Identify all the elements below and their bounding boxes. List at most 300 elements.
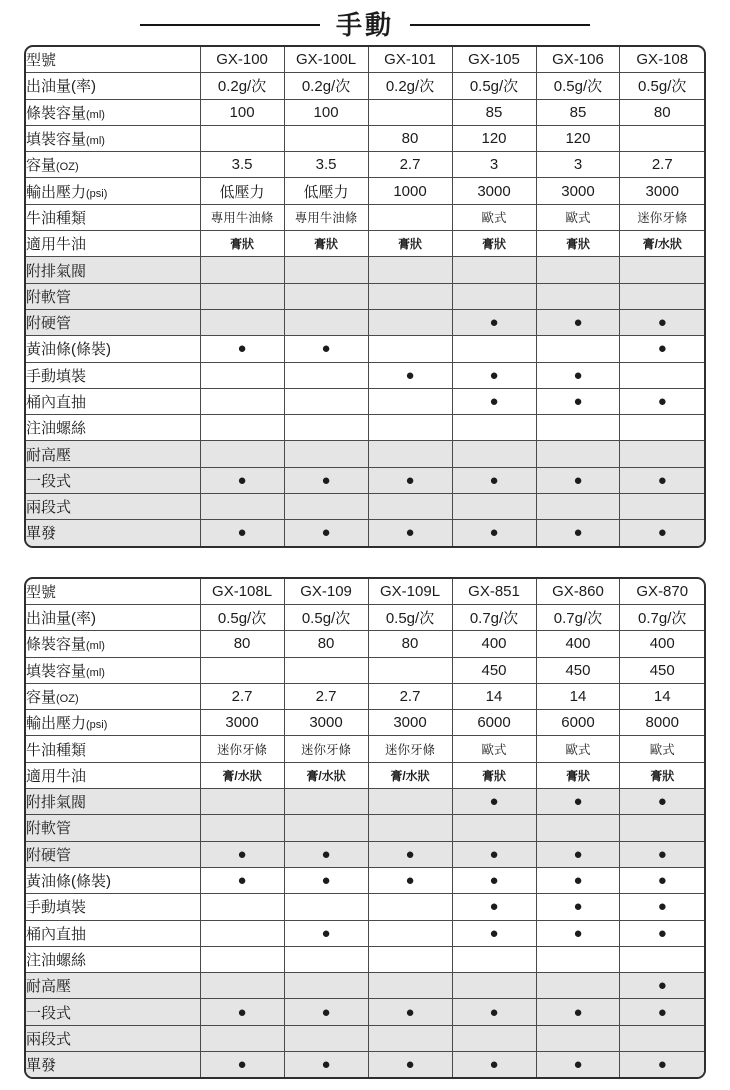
model-number-header: GX-851	[452, 579, 536, 605]
cell: 3	[452, 152, 536, 178]
feature-dot: ●	[620, 520, 704, 546]
table-row	[26, 1051, 704, 1077]
feature-dot: ●	[284, 999, 368, 1025]
cell	[284, 973, 368, 999]
cell	[452, 494, 536, 520]
row-label: 單發	[26, 520, 200, 546]
feature-dot: ●	[200, 336, 284, 362]
cell: 膏狀	[368, 231, 452, 257]
cell: 3.5	[200, 152, 284, 178]
row-label: 手動填裝	[26, 362, 200, 388]
feature-dot: ●	[620, 999, 704, 1025]
cell: 450	[536, 657, 620, 683]
spec-table-manual-1	[24, 45, 706, 548]
feature-dot: ●	[620, 336, 704, 362]
feature-dot: ●	[200, 841, 284, 867]
spec-table-manual-2	[24, 577, 706, 1080]
feature-dot: ●	[620, 467, 704, 493]
cell: 膏/水狀	[368, 762, 452, 788]
cell: 3000	[620, 178, 704, 204]
cell	[284, 494, 368, 520]
row-label: 桶內直抽	[26, 920, 200, 946]
cell: 低壓力	[200, 178, 284, 204]
cell	[452, 441, 536, 467]
cell	[620, 125, 704, 151]
header-row	[26, 47, 704, 73]
model-number-header: GX-108L	[200, 579, 284, 605]
model-number-header: GX-105	[452, 47, 536, 73]
cell: 歐式	[452, 736, 536, 762]
cell	[284, 309, 368, 335]
table-row	[26, 178, 704, 204]
cell	[200, 815, 284, 841]
cell	[284, 946, 368, 972]
feature-dot: ●	[452, 309, 536, 335]
row-label: 桶內直抽	[26, 388, 200, 414]
cell	[368, 415, 452, 441]
feature-dot: ●	[620, 1051, 704, 1077]
cell	[368, 388, 452, 414]
feature-dot: ●	[368, 867, 452, 893]
feature-dot: ●	[452, 999, 536, 1025]
feature-dot: ●	[536, 867, 620, 893]
table-row	[26, 710, 704, 736]
cell	[368, 99, 452, 125]
row-label: 耐高壓	[26, 973, 200, 999]
cell: 80	[284, 631, 368, 657]
row-label: 容量(OZ)	[26, 683, 200, 709]
cell: 專用牛油條	[284, 204, 368, 230]
cell: 0.7g/次	[536, 604, 620, 630]
row-label-unit: (ml)	[86, 640, 105, 653]
cell: 100	[200, 99, 284, 125]
cell: 0.5g/次	[284, 604, 368, 630]
row-label: 附軟管	[26, 815, 200, 841]
row-label: 注油螺絲	[26, 946, 200, 972]
row-label: 注油螺絲	[26, 415, 200, 441]
feature-dot: ●	[536, 894, 620, 920]
row-label: 出油量(率)	[26, 604, 200, 630]
cell: 400	[620, 631, 704, 657]
cell: 2.7	[620, 152, 704, 178]
cell	[452, 415, 536, 441]
spec-table	[26, 47, 704, 546]
cell: 14	[536, 683, 620, 709]
cell: 6000	[536, 710, 620, 736]
cell: 6000	[452, 710, 536, 736]
feature-dot: ●	[620, 841, 704, 867]
table-row	[26, 762, 704, 788]
cell	[200, 946, 284, 972]
cell: 0.7g/次	[452, 604, 536, 630]
table-row	[26, 657, 704, 683]
row-label-unit: (ml)	[86, 108, 105, 121]
feature-dot: ●	[368, 362, 452, 388]
row-label: 黃油條(條裝)	[26, 867, 200, 893]
row-label: 附硬管	[26, 841, 200, 867]
table-row	[26, 841, 704, 867]
table-row	[26, 231, 704, 257]
cell: 85	[536, 99, 620, 125]
table-row	[26, 683, 704, 709]
row-label-unit: (OZ)	[56, 161, 79, 174]
cell: 膏狀	[452, 231, 536, 257]
feature-dot: ●	[368, 467, 452, 493]
cell	[620, 362, 704, 388]
model-number-header: GX-870	[620, 579, 704, 605]
table-row	[26, 736, 704, 762]
table-row	[26, 789, 704, 815]
table-row	[26, 631, 704, 657]
feature-dot: ●	[200, 467, 284, 493]
cell	[368, 441, 452, 467]
section-heading	[0, 0, 730, 42]
cell	[200, 1025, 284, 1051]
table-row	[26, 973, 704, 999]
cell	[368, 789, 452, 815]
model-number-header: GX-100L	[284, 47, 368, 73]
cell	[200, 388, 284, 414]
table-row	[26, 946, 704, 972]
feature-dot: ●	[452, 1051, 536, 1077]
feature-dot: ●	[284, 1051, 368, 1077]
feature-dot: ●	[620, 973, 704, 999]
cell: 8000	[620, 710, 704, 736]
cell: 80	[620, 99, 704, 125]
feature-dot: ●	[620, 388, 704, 414]
cell: 120	[536, 125, 620, 151]
cell	[200, 362, 284, 388]
cell: 100	[284, 99, 368, 125]
row-label: 牛油種類	[26, 736, 200, 762]
cell	[620, 441, 704, 467]
table-row	[26, 867, 704, 893]
cell	[536, 415, 620, 441]
row-label: 填裝容量(ml)	[26, 657, 200, 683]
cell: 400	[536, 631, 620, 657]
cell: 85	[452, 99, 536, 125]
cell	[284, 441, 368, 467]
cell: 膏狀	[200, 231, 284, 257]
feature-dot: ●	[284, 520, 368, 546]
cell: 3000	[368, 710, 452, 736]
cell: 歐式	[452, 204, 536, 230]
table-row	[26, 99, 704, 125]
feature-dot: ●	[536, 520, 620, 546]
cell: 迷你牙條	[620, 204, 704, 230]
feature-dot: ●	[620, 894, 704, 920]
feature-dot: ●	[620, 867, 704, 893]
cell: 400	[452, 631, 536, 657]
cell	[536, 973, 620, 999]
cell: 1000	[368, 178, 452, 204]
feature-dot: ●	[200, 520, 284, 546]
cell	[368, 1025, 452, 1051]
feature-dot: ●	[368, 520, 452, 546]
row-label: 黃油條(條裝)	[26, 336, 200, 362]
cell	[284, 657, 368, 683]
cell	[284, 283, 368, 309]
row-label-unit: (psi)	[86, 719, 108, 732]
page-title: 手動	[335, 10, 394, 40]
cell: 2.7	[368, 152, 452, 178]
header-row	[26, 579, 704, 605]
cell	[536, 946, 620, 972]
feature-dot: ●	[536, 789, 620, 815]
cell: 0.5g/次	[200, 604, 284, 630]
model-number-header: GX-860	[536, 579, 620, 605]
cell	[200, 415, 284, 441]
feature-dot: ●	[452, 789, 536, 815]
cell	[536, 815, 620, 841]
cell	[368, 815, 452, 841]
cell: 120	[452, 125, 536, 151]
feature-dot: ●	[368, 1051, 452, 1077]
feature-dot: ●	[284, 336, 368, 362]
table-row	[26, 520, 704, 546]
row-label: 兩段式	[26, 494, 200, 520]
table-row	[26, 362, 704, 388]
cell	[452, 336, 536, 362]
feature-dot: ●	[536, 999, 620, 1025]
row-label: 附排氣閥	[26, 789, 200, 815]
cell	[368, 894, 452, 920]
table-row	[26, 894, 704, 920]
cell: 3000	[536, 178, 620, 204]
cell: 80	[200, 631, 284, 657]
cell: 0.2g/次	[200, 73, 284, 99]
cell: 迷你牙條	[284, 736, 368, 762]
cell: 14	[620, 683, 704, 709]
row-label: 耐高壓	[26, 441, 200, 467]
feature-dot: ●	[536, 467, 620, 493]
table-row	[26, 467, 704, 493]
cell: 2.7	[284, 683, 368, 709]
cell: 歐式	[620, 736, 704, 762]
row-label: 一段式	[26, 999, 200, 1025]
feature-dot: ●	[452, 841, 536, 867]
feature-dot: ●	[452, 894, 536, 920]
cell	[284, 257, 368, 283]
feature-dot: ●	[620, 920, 704, 946]
feature-dot: ●	[368, 999, 452, 1025]
feature-dot: ●	[620, 309, 704, 335]
cell	[620, 494, 704, 520]
cell: 3000	[200, 710, 284, 736]
cell	[200, 494, 284, 520]
row-label: 適用牛油	[26, 231, 200, 257]
cell: 迷你牙條	[368, 736, 452, 762]
cell	[200, 973, 284, 999]
cell: 膏/水狀	[200, 762, 284, 788]
feature-dot: ●	[368, 841, 452, 867]
cell	[452, 257, 536, 283]
cell	[200, 441, 284, 467]
row-label: 牛油種類	[26, 204, 200, 230]
table-row	[26, 283, 704, 309]
cell	[368, 336, 452, 362]
cell: 0.2g/次	[368, 73, 452, 99]
cell	[536, 336, 620, 362]
cell	[200, 920, 284, 946]
cell: 歐式	[536, 204, 620, 230]
feature-dot: ●	[200, 999, 284, 1025]
feature-dot: ●	[620, 789, 704, 815]
row-label: 手動填裝	[26, 894, 200, 920]
cell: 歐式	[536, 736, 620, 762]
feature-dot: ●	[452, 520, 536, 546]
feature-dot: ●	[284, 920, 368, 946]
cell: 450	[620, 657, 704, 683]
feature-dot: ●	[452, 867, 536, 893]
table-row	[26, 388, 704, 414]
title-rule-right	[410, 24, 590, 26]
row-label-unit: (psi)	[86, 187, 108, 200]
row-label-unit: (OZ)	[56, 692, 79, 705]
cell	[368, 309, 452, 335]
row-label-unit: (ml)	[86, 135, 105, 148]
feature-dot: ●	[536, 1051, 620, 1077]
table-row	[26, 441, 704, 467]
feature-dot: ●	[536, 920, 620, 946]
cell	[368, 657, 452, 683]
table-row	[26, 73, 704, 99]
table-row	[26, 415, 704, 441]
feature-dot: ●	[200, 1051, 284, 1077]
cell	[368, 920, 452, 946]
row-label: 附排氣閥	[26, 257, 200, 283]
table-row	[26, 920, 704, 946]
cell	[200, 125, 284, 151]
row-label: 輸出壓力(psi)	[26, 710, 200, 736]
cell	[368, 204, 452, 230]
cell: 450	[452, 657, 536, 683]
cell	[200, 309, 284, 335]
table-row	[26, 999, 704, 1025]
cell: 0.5g/次	[620, 73, 704, 99]
cell	[284, 415, 368, 441]
row-label: 附軟管	[26, 283, 200, 309]
cell: 3000	[284, 710, 368, 736]
cell	[620, 946, 704, 972]
table-row	[26, 257, 704, 283]
row-label: 兩段式	[26, 1025, 200, 1051]
feature-dot: ●	[536, 309, 620, 335]
row-label: 單發	[26, 1051, 200, 1077]
cell	[200, 789, 284, 815]
cell	[284, 362, 368, 388]
row-label: 填裝容量(ml)	[26, 125, 200, 151]
cell	[284, 388, 368, 414]
cell: 2.7	[200, 683, 284, 709]
cell: 3000	[452, 178, 536, 204]
row-label: 容量(OZ)	[26, 152, 200, 178]
cell: 膏狀	[536, 762, 620, 788]
cell	[620, 815, 704, 841]
cell	[536, 494, 620, 520]
feature-dot: ●	[452, 467, 536, 493]
cell: 膏/水狀	[620, 231, 704, 257]
cell: 膏狀	[620, 762, 704, 788]
cell: 80	[368, 125, 452, 151]
cell	[452, 283, 536, 309]
cell: 膏狀	[536, 231, 620, 257]
cell	[368, 494, 452, 520]
row-label: 出油量(率)	[26, 73, 200, 99]
model-number-header: GX-106	[536, 47, 620, 73]
row-label: 附硬管	[26, 309, 200, 335]
cell: 80	[368, 631, 452, 657]
header-label: 型號	[26, 579, 200, 605]
cell	[452, 973, 536, 999]
cell: 0.5g/次	[368, 604, 452, 630]
model-number-header: GX-100	[200, 47, 284, 73]
header-label: 型號	[26, 47, 200, 73]
cell	[368, 973, 452, 999]
cell	[620, 257, 704, 283]
cell: 14	[452, 683, 536, 709]
feature-dot: ●	[284, 867, 368, 893]
cell: 0.5g/次	[452, 73, 536, 99]
row-label-unit: (ml)	[86, 666, 105, 679]
cell	[284, 1025, 368, 1051]
cell	[536, 283, 620, 309]
cell	[284, 789, 368, 815]
cell	[200, 283, 284, 309]
feature-dot: ●	[536, 841, 620, 867]
row-label: 一段式	[26, 467, 200, 493]
cell: 3.5	[284, 152, 368, 178]
cell	[368, 946, 452, 972]
cell: 0.7g/次	[620, 604, 704, 630]
cell	[452, 946, 536, 972]
cell	[368, 257, 452, 283]
feature-dot: ●	[200, 867, 284, 893]
table-row	[26, 309, 704, 335]
cell: 0.5g/次	[536, 73, 620, 99]
cell	[284, 815, 368, 841]
cell	[452, 1025, 536, 1051]
table-row	[26, 494, 704, 520]
cell	[452, 815, 536, 841]
table-row	[26, 204, 704, 230]
table-row	[26, 336, 704, 362]
row-label: 適用牛油	[26, 762, 200, 788]
feature-dot: ●	[284, 467, 368, 493]
cell	[536, 257, 620, 283]
cell: 0.2g/次	[284, 73, 368, 99]
table-row	[26, 815, 704, 841]
cell: 膏狀	[452, 762, 536, 788]
cell	[284, 894, 368, 920]
table-row	[26, 604, 704, 630]
cell	[200, 894, 284, 920]
cell: 膏狀	[284, 231, 368, 257]
feature-dot: ●	[536, 388, 620, 414]
row-label: 條裝容量(ml)	[26, 631, 200, 657]
feature-dot: ●	[536, 362, 620, 388]
model-number-header: GX-109L	[368, 579, 452, 605]
table-row	[26, 1025, 704, 1051]
feature-dot: ●	[452, 388, 536, 414]
model-number-header: GX-101	[368, 47, 452, 73]
cell	[200, 657, 284, 683]
row-label: 條裝容量(ml)	[26, 99, 200, 125]
cell	[368, 283, 452, 309]
cell: 膏/水狀	[284, 762, 368, 788]
spec-table	[26, 579, 704, 1078]
cell	[284, 125, 368, 151]
